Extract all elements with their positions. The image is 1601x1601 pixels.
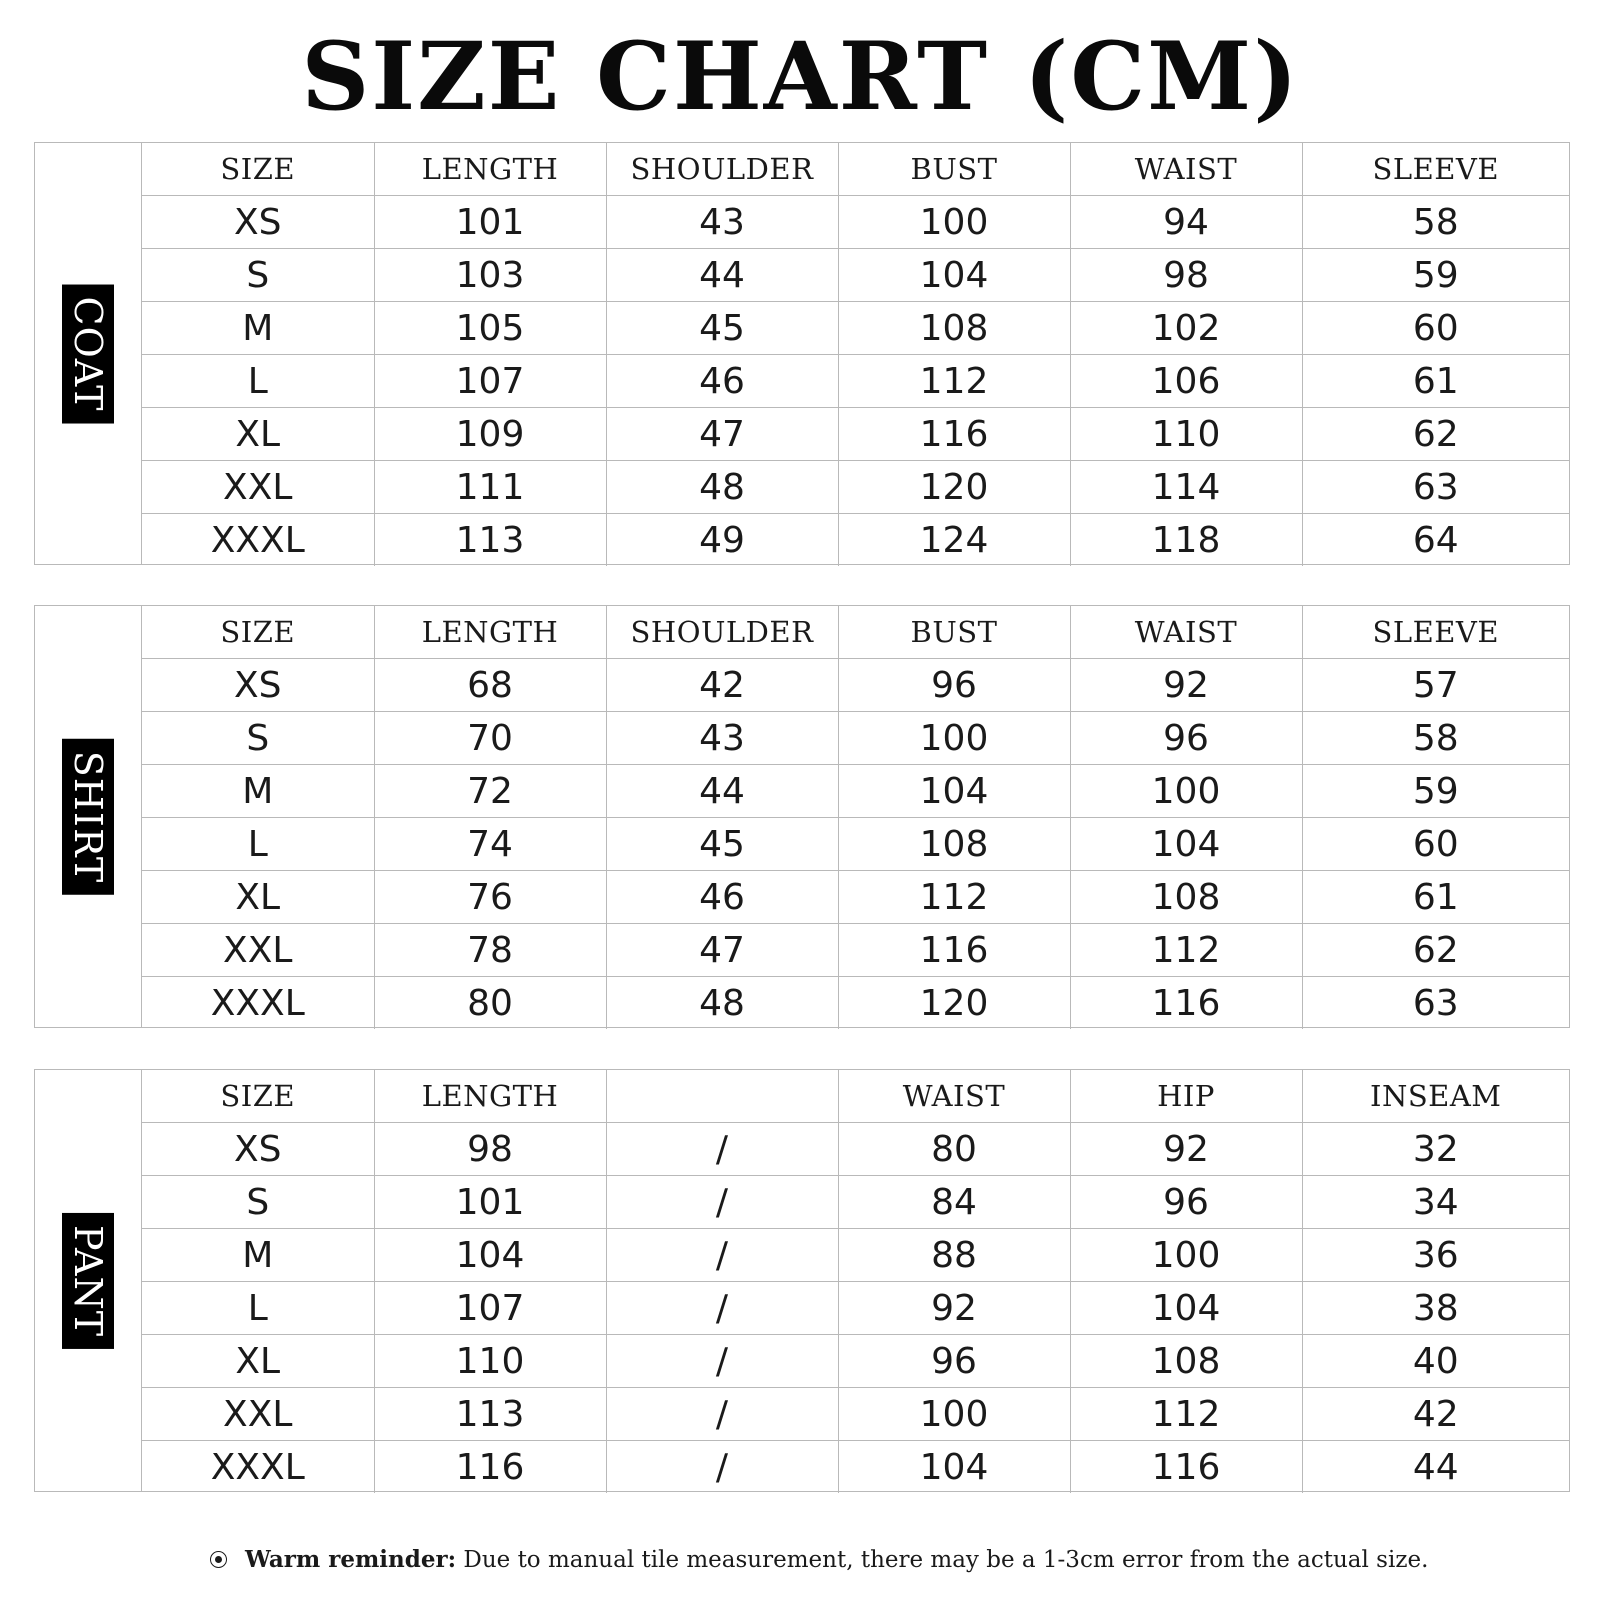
measurement-cell: 104: [1070, 818, 1302, 871]
column-header: SIZE: [142, 143, 374, 196]
shirt-section: [34, 605, 1570, 1028]
column-header: SIZE: [142, 606, 374, 659]
measurement-cell: 58: [1302, 196, 1569, 249]
measurement-cell: 113: [374, 1388, 606, 1441]
reminder-text: Due to manual tile measurement, there may be a 1-3cm error from the actual size.: [456, 1547, 1429, 1573]
section-label-shirt: SHIRT: [62, 738, 114, 894]
measurement-cell: 104: [838, 1441, 1070, 1494]
table-row: [142, 196, 1569, 249]
table-row: [142, 977, 1569, 1030]
warm-reminder: [210, 1543, 1428, 1577]
measurement-cell: 112: [1070, 1388, 1302, 1441]
size-cell: L: [142, 818, 374, 871]
measurement-cell: 107: [374, 1282, 606, 1335]
measurement-cell: 103: [374, 249, 606, 302]
section-label-coat: COAT: [62, 284, 114, 423]
section-side-panel: [35, 1070, 142, 1491]
column-header: SIZE: [142, 1070, 374, 1123]
measurement-cell: /: [606, 1176, 838, 1229]
measurement-cell: 40: [1302, 1335, 1569, 1388]
measurement-cell: 58: [1302, 712, 1569, 765]
column-header: WAIST: [1070, 143, 1302, 196]
measurement-cell: 113: [374, 514, 606, 567]
table-row: [142, 818, 1569, 871]
measurement-cell: 106: [1070, 355, 1302, 408]
size-cell: L: [142, 355, 374, 408]
size-cell: XS: [142, 1123, 374, 1176]
measurement-cell: 47: [606, 408, 838, 461]
measurement-cell: 61: [1302, 871, 1569, 924]
measurement-cell: 101: [374, 1176, 606, 1229]
measurement-cell: 100: [1070, 765, 1302, 818]
pant-section: [34, 1069, 1570, 1492]
measurement-cell: 118: [1070, 514, 1302, 567]
measurement-cell: 70: [374, 712, 606, 765]
table-header-row: [142, 606, 1569, 659]
measurement-cell: 108: [1070, 1335, 1302, 1388]
measurement-cell: 45: [606, 302, 838, 355]
table-row: [142, 514, 1569, 567]
measurement-cell: 111: [374, 461, 606, 514]
measurement-cell: 57: [1302, 659, 1569, 712]
measurement-cell: 107: [374, 355, 606, 408]
measurement-cell: /: [606, 1441, 838, 1494]
table-row: [142, 924, 1569, 977]
measurement-cell: 100: [838, 1388, 1070, 1441]
column-header: HIP: [1070, 1070, 1302, 1123]
measurement-cell: 94: [1070, 196, 1302, 249]
measurement-cell: 32: [1302, 1123, 1569, 1176]
size-cell: M: [142, 765, 374, 818]
measurement-cell: 34: [1302, 1176, 1569, 1229]
measurement-cell: 109: [374, 408, 606, 461]
measurement-cell: 96: [838, 659, 1070, 712]
measurement-cell: 62: [1302, 924, 1569, 977]
measurement-cell: 46: [606, 355, 838, 408]
measurement-cell: 59: [1302, 765, 1569, 818]
measurement-cell: 48: [606, 461, 838, 514]
column-header: SHOULDER: [606, 143, 838, 196]
measurement-cell: 100: [1070, 1229, 1302, 1282]
measurement-cell: 110: [1070, 408, 1302, 461]
measurement-cell: 104: [838, 249, 1070, 302]
measurement-cell: 98: [1070, 249, 1302, 302]
measurement-cell: 92: [1070, 1123, 1302, 1176]
column-header: SLEEVE: [1302, 606, 1569, 659]
measurement-cell: 92: [838, 1282, 1070, 1335]
measurement-cell: 63: [1302, 461, 1569, 514]
measurement-cell: 60: [1302, 818, 1569, 871]
size-cell: XXL: [142, 1388, 374, 1441]
size-cell: XS: [142, 196, 374, 249]
size-cell: M: [142, 302, 374, 355]
measurement-cell: 116: [838, 408, 1070, 461]
measurement-cell: 100: [838, 196, 1070, 249]
table-header-row: [142, 1070, 1569, 1123]
measurement-cell: 64: [1302, 514, 1569, 567]
measurement-cell: 72: [374, 765, 606, 818]
table-row: [142, 355, 1569, 408]
measurement-cell: 88: [838, 1229, 1070, 1282]
measurement-cell: 96: [1070, 712, 1302, 765]
measurement-cell: 112: [1070, 924, 1302, 977]
column-header: WAIST: [838, 1070, 1070, 1123]
measurement-cell: 100: [838, 712, 1070, 765]
size-cell: M: [142, 1229, 374, 1282]
measurement-cell: /: [606, 1282, 838, 1335]
measurement-cell: 112: [838, 871, 1070, 924]
section-label-pant: PANT: [62, 1212, 114, 1348]
measurement-cell: 112: [838, 355, 1070, 408]
column-header: [606, 1070, 838, 1123]
size-cell: XXXL: [142, 1441, 374, 1494]
measurement-cell: 38: [1302, 1282, 1569, 1335]
measurement-cell: 43: [606, 196, 838, 249]
measurement-cell: 104: [838, 765, 1070, 818]
section-side-panel: [35, 143, 142, 564]
measurement-cell: 43: [606, 712, 838, 765]
size-cell: XS: [142, 659, 374, 712]
reminder-label: Warm reminder:: [245, 1546, 457, 1573]
measurement-cell: 42: [606, 659, 838, 712]
size-cell: L: [142, 1282, 374, 1335]
measurement-cell: /: [606, 1229, 838, 1282]
measurement-cell: 42: [1302, 1388, 1569, 1441]
measurement-cell: 105: [374, 302, 606, 355]
table-row: [142, 1229, 1569, 1282]
size-cell: XXL: [142, 924, 374, 977]
column-header: WAIST: [1070, 606, 1302, 659]
column-header: INSEAM: [1302, 1070, 1569, 1123]
measurement-cell: 68: [374, 659, 606, 712]
size-cell: S: [142, 1176, 374, 1229]
measurement-cell: 116: [1070, 1441, 1302, 1494]
column-header: SHOULDER: [606, 606, 838, 659]
measurement-cell: 44: [606, 249, 838, 302]
size-cell: XXXL: [142, 514, 374, 567]
measurement-cell: 96: [838, 1335, 1070, 1388]
measurement-cell: 74: [374, 818, 606, 871]
measurement-cell: 49: [606, 514, 838, 567]
size-cell: XL: [142, 871, 374, 924]
column-header: LENGTH: [374, 606, 606, 659]
measurement-cell: 60: [1302, 302, 1569, 355]
column-header: SLEEVE: [1302, 143, 1569, 196]
table-row: [142, 249, 1569, 302]
measurement-cell: 108: [1070, 871, 1302, 924]
measurement-cell: 59: [1302, 249, 1569, 302]
measurement-cell: 120: [838, 461, 1070, 514]
measurement-cell: /: [606, 1388, 838, 1441]
measurement-cell: 92: [1070, 659, 1302, 712]
table-row: [142, 408, 1569, 461]
measurement-cell: 116: [374, 1441, 606, 1494]
size-cell: S: [142, 249, 374, 302]
table-row: [142, 1388, 1569, 1441]
measurement-cell: 84: [838, 1176, 1070, 1229]
table-row: [142, 1123, 1569, 1176]
measurement-cell: /: [606, 1123, 838, 1176]
size-cell: XXXL: [142, 977, 374, 1030]
measurement-cell: 45: [606, 818, 838, 871]
measurement-cell: 80: [838, 1123, 1070, 1176]
size-cell: XL: [142, 408, 374, 461]
measurement-cell: 46: [606, 871, 838, 924]
measurement-cell: 101: [374, 196, 606, 249]
measurement-cell: 108: [838, 818, 1070, 871]
coat-size-table: [142, 143, 1569, 566]
size-cell: XL: [142, 1335, 374, 1388]
measurement-cell: 114: [1070, 461, 1302, 514]
measurement-cell: 61: [1302, 355, 1569, 408]
measurement-cell: 120: [838, 977, 1070, 1030]
size-cell: XXL: [142, 461, 374, 514]
column-header: BUST: [838, 143, 1070, 196]
measurement-cell: 116: [838, 924, 1070, 977]
column-header: LENGTH: [374, 1070, 606, 1123]
measurement-cell: 76: [374, 871, 606, 924]
size-cell: S: [142, 712, 374, 765]
radio-dot-icon: [210, 1551, 227, 1568]
table-row: [142, 1335, 1569, 1388]
measurement-cell: 124: [838, 514, 1070, 567]
table-header-row: [142, 143, 1569, 196]
measurement-cell: 62: [1302, 408, 1569, 461]
table-row: [142, 659, 1569, 712]
pant-size-table: [142, 1070, 1569, 1493]
table-row: [142, 1441, 1569, 1494]
measurement-cell: 36: [1302, 1229, 1569, 1282]
column-header: BUST: [838, 606, 1070, 659]
section-side-panel: [35, 606, 142, 1027]
table-row: [142, 765, 1569, 818]
measurement-cell: 44: [1302, 1441, 1569, 1494]
table-row: [142, 302, 1569, 355]
measurement-cell: 78: [374, 924, 606, 977]
coat-section: [34, 142, 1570, 565]
table-row: [142, 461, 1569, 514]
measurement-cell: 110: [374, 1335, 606, 1388]
page-title: SIZE CHART (CM): [301, 22, 1300, 132]
table-row: [142, 1176, 1569, 1229]
measurement-cell: 98: [374, 1123, 606, 1176]
measurement-cell: 116: [1070, 977, 1302, 1030]
measurement-cell: 104: [374, 1229, 606, 1282]
measurement-cell: 63: [1302, 977, 1569, 1030]
measurement-cell: 108: [838, 302, 1070, 355]
column-header: LENGTH: [374, 143, 606, 196]
measurement-cell: 96: [1070, 1176, 1302, 1229]
measurement-cell: 48: [606, 977, 838, 1030]
measurement-cell: 47: [606, 924, 838, 977]
measurement-cell: 44: [606, 765, 838, 818]
measurement-cell: /: [606, 1335, 838, 1388]
table-row: [142, 712, 1569, 765]
measurement-cell: 102: [1070, 302, 1302, 355]
shirt-size-table: [142, 606, 1569, 1029]
measurement-cell: 80: [374, 977, 606, 1030]
table-row: [142, 871, 1569, 924]
measurement-cell: 104: [1070, 1282, 1302, 1335]
table-row: [142, 1282, 1569, 1335]
